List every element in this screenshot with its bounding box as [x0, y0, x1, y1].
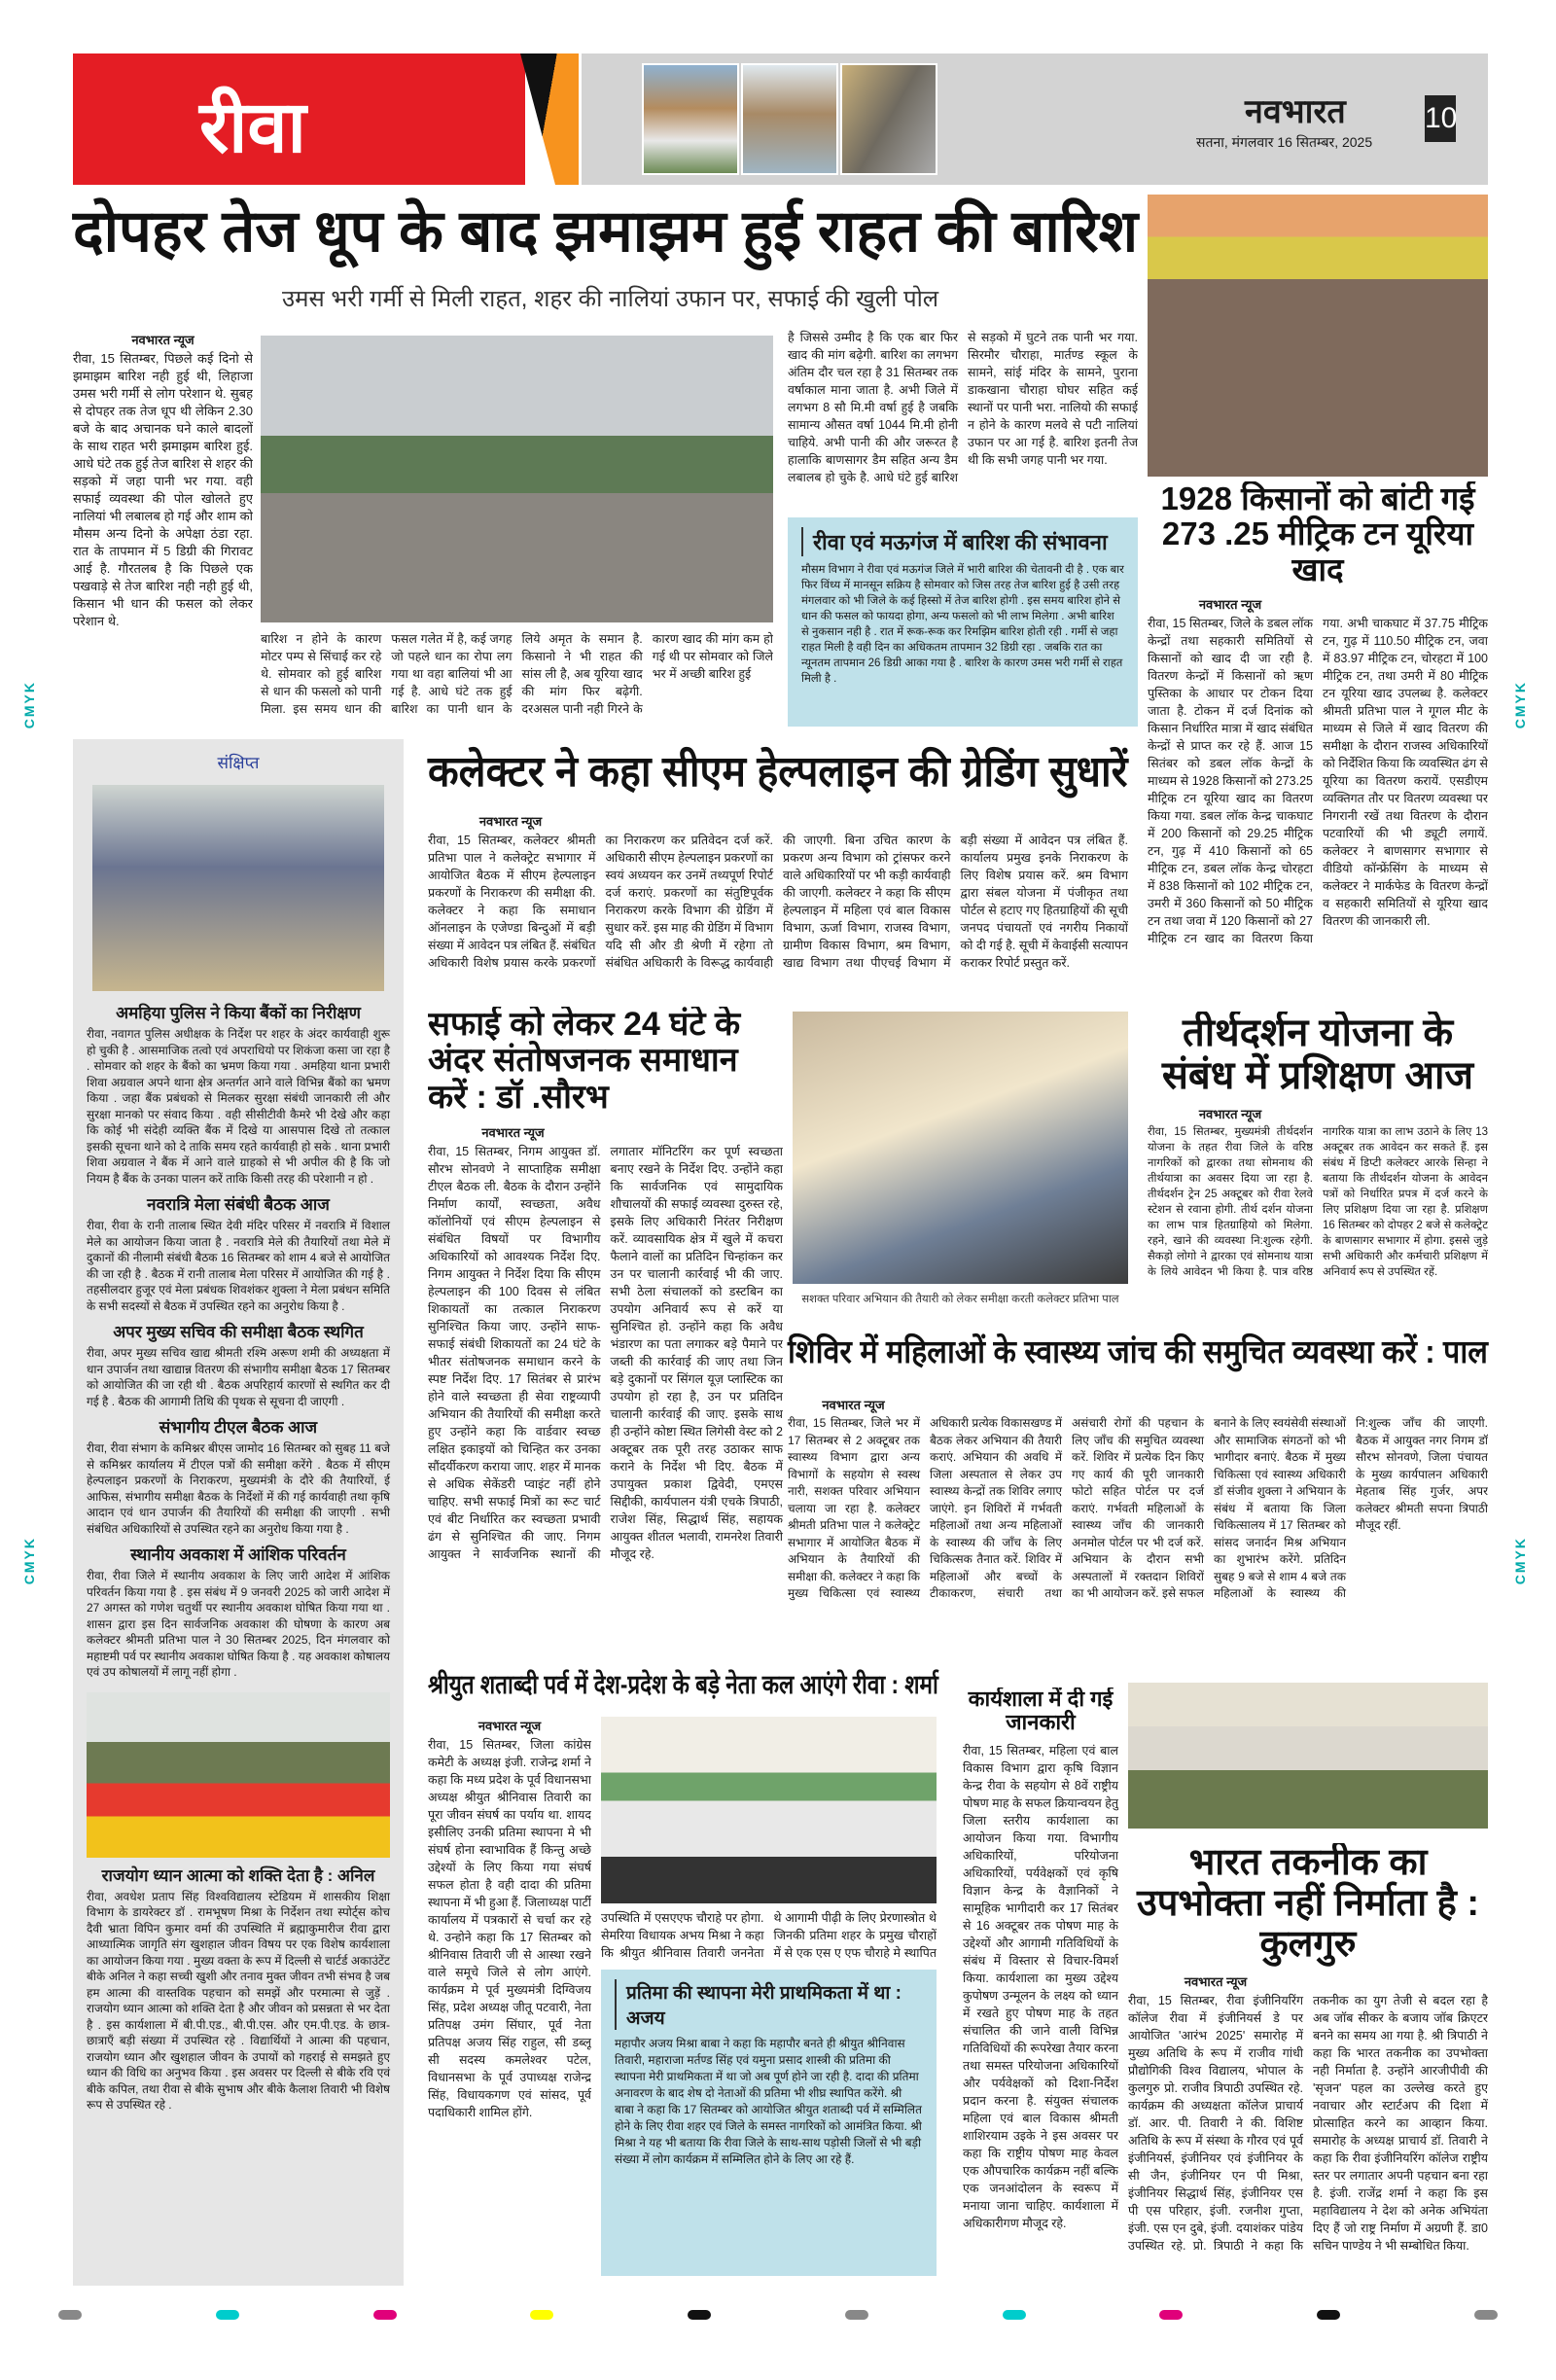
urea-headline: 1928 किसानों को बांटी गई 273 .25 मीट्रिक टन यूरिया खाद	[1160, 481, 1475, 587]
registration-bar	[58, 2310, 1498, 2320]
brief-text: रीवा, रीवा जिले में स्थानीय अवकाश के लिए जारी आदेश में आंशिक परिवर्तन किया गया है . इस संबंध में 9 जनवरी 2025 को जारी आदेश में 27 अगस्त को गणेश चतुर्थी पर स्थानीय अवकाश घोषित किया गया था . शासन द्वारा इस दिन सार्वजनिक अवकाश की घोषणा के कारण अब कलेक्टर श्रीमती प्रतिभा पाल ने 30 सितम्बर 2025, दिन मंगलवार को महाष्टमी पर्व पर स्थानीय अवकाश घोषित किया है . यह अवकाश कोषालय एवं उप कोषालयों में लागू नहीं होगा .	[87, 1569, 390, 1679]
brief-text: रीवा, अपर मुख्य सचिव खाद्य श्रीमती रश्मि अरूण शमी की अध्यक्षता में धान उपार्जन तथा खाद्यान्न वितरण की संभागीय समीक्षा बैठक 17 सितम्बर को आयोजित की जा रही थी . बैठक अपरिहार्य कारणों से स्थगित कर दी गई है . बैठक की आगामी तिथि की पृथक से सूचना दी जाएगी .	[87, 1346, 390, 1408]
mayor-box-text: महापौर अजय मिश्रा बाबा ने कहा कि महापौर बनते ही श्रीयुत श्रीनिवास तिवारी, महाराजा मर्तण्ड सिंह एवं यमुना प्रसाद शास्त्री की प्रतिमा की स्थापना मेरी प्राथमिकता में था जो अब पूर्ण होने जा रही है. दादा की प्रतिमा अनावरण के बाद शेष दो नेताओं की प्रतिमा भी शीघ्र स्थापित करेंगे. श्री बाबा ने कहा कि 17 सितम्बर को आयोजित श्रीयुत शताब्दी पर्व में सम्मिलित होने के लिए रीवा शहर एवं जिले के समस्त नागरिकों को आमंत्रित किया. श्री मिश्रा ने यह भी बताया कि रीवा जिले के साथ-साथ पड़ोसी जिलों से भी बड़ी संख्या में लोग कार्यक्रम में सम्मिलित होने के लिए आ रहे हैं.	[615, 2037, 922, 2166]
byline: नवभारत न्यूज	[481, 1125, 545, 1141]
brief-title: अमहिया पुलिस ने किया बैंकों का निरीक्षण	[116, 1004, 361, 1022]
byline: नवभारत न्यूज	[1184, 1974, 1248, 1990]
safai-body: रीवा, 15 सितम्बर, निगम आयुक्त डॉ. सौरभ सोनवणे ने साप्ताहिक समीक्षा टीएल बैठक ली. बैठक के दौरान उन्होंने निर्माण कार्यों, स्वच्छता, अवैध कॉलोनियों एवं सीएम हेल्पलाइन से संबंधित विषयों पर विभागीय अधिकारियों को आवश्यक निर्देश दिए. निगम आयुक्त ने निर्देश दिया कि सीएम हेल्पलाइन की 100 दिवस से लंबित शिकायतों का तत्काल निराकरण सुनिश्चित किया जाए. उन्होंने साफ-सफाई संबंधी शिकायतों का 24 घंटे के भीतर संतोषजनक समाधान करने के स्पष्ट निर्देश दिए. 17 सितंबर से प्रारंभ होने वाले स्वच्छता ही सेवा राष्ट्रव्यापी अभियान की तैयारियों की समीक्षा करते हुए उन्होंने कहा कि वार्डवार स्वच्छ लक्षित इकाइयों को चिन्हित कर उनका सौंदर्यीकरण कराया जाए. शहर में मानक से अधिक सेकेंडरी प्वाइंट नहीं होने चाहिए. सभी सफाई मित्रों का रूट चार्ट एवं बीट निर्धारित कर स्वच्छता प्रभावी ढंग से सुनिश्चित की जाए. निगम आयुक्त ने सार्वजनिक स्थानों की लगातार मॉनिटरिंग कर पूर्ण स्वच्छता बनाए रखने के निर्देश दिए. उन्होंने कहा कि सार्वजनिक एवं सामुदायिक शौचालयों की सफाई व्यवस्था दुरुस्त रहे, इसके लिए अधिकारी निरंतर निरीक्षण करें. व्यावसायिक क्षेत्र में खुले में कचरा फैलाने वालों का प्रतिदिन चिन्हांकन कर उन पर चालानी कार्रवाई भी की जाए. सभी ठेला संचालकों को डस्टबिन का उपयोग अनिवार्य रूप से करें या सुनिश्चित हो. उन्होंने कहा कि अवैध भंडारण का पता लगाकर बड़े पैमाने पर जब्ती की कार्रवाई की जाए तथा जिन बड़े दुकानों पर सिंगल यूज़ प्लास्टिक का उपयोग हो रहा है, उन पर प्रतिदिन चालानी कार्रवाई की जाए. इसके साथ ही उन्होंने कोष्टा स्थित लिगेसी वेस्ट को 2 अक्टूबर तक पूरी तरह उठाकर साफ कराने के निर्देश भी दिए. बैठक में उपायुक्त प्रकाश द्विवेदी, एमएस सिद्दीकी, कार्यपालन यंत्री एचके त्रिपाठी, राजेश सिंह, सिद्धार्थ सिंह, सहायक आयुक्त शीतल भलावी, रामनरेश तिवारी मौजूद रहे.	[428, 1145, 783, 1562]
byline: नवभारत न्यूज	[822, 1398, 885, 1412]
byline: नवभारत न्यूज	[1198, 596, 1262, 612]
section-title: रीवा	[199, 87, 306, 167]
lead-subhead: उमस भरी गर्मी से मिली राहत, शहर की नालियां उफान पर, सफाई की खुली पोल	[282, 286, 939, 312]
brief-title: अपर मुख्य सचिव की समीक्षा बैठक स्थगित	[113, 1323, 364, 1341]
registration-dot	[688, 2310, 711, 2320]
brief-title: संभागीय टीएल बैठक आज	[159, 1418, 318, 1437]
cmyk-mark: CMYK	[21, 1537, 37, 1585]
weather-box-title: रीवा एवं मऊगंज में बारिश की संभावना	[801, 527, 1124, 556]
byline: नवभारत न्यूज	[1198, 1107, 1262, 1121]
helpline-body: रीवा, 15 सितम्बर, कलेक्टर श्रीमती प्रतिभा पाल ने कलेक्ट्रेट सभागार में आयोजित बैठक में सीएम हेल्पलाइन प्रकरणों के निराकरण की समीक्षा की. कलेक्टर ने कहा कि समाधान ऑनलाइन के एजेण्डा बिन्दुओं में बड़ी संख्या में आवेदन पत्र लंबित हैं. संबंधित अधिकारी विशेष प्रयास करके प्रकरणों का निराकरण कर प्रतिवेदन दर्ज करें. अधिकारी सीएम हेल्पलाइन प्रकरणों का स्वयं अध्ययन कर उनमें तथ्यपूर्ण रिपोर्ट दर्ज कराएं. प्रकरणों का संतुष्टिपूर्वक निराकरण करके विभाग की ग्रेडिंग में सुधार करें. इस माह की ग्रेडिंग में विभाग यदि सी और डी श्रेणी में रहेगा तो संबंधित अधिकारी के विरूद्ध कार्यवाही की जाएगी. बिना उचित कारण के प्रकरण अन्य विभाग को ट्रांसफर करने वाले अधिकारियों पर भी कड़ी कार्यवाही की जाएगी. कलेक्टर ने कहा कि सीएम हेल्पलाइन में महिला एवं बाल विकास विभाग, ऊर्जा विभाग, राजस्व विभाग, ग्रामीण विकास विभाग, श्रम विभाग, खाद्य विभाग तथा पीएचई विभाग में बड़ी संख्या में आवेदन पत्र लंबित हैं. कार्यालय प्रमुख इनके निराकरण के लिए विशेष प्रयास करें. श्रम विभाग द्वारा संबल योजना में पंजीकृत तथा पोर्टल से हटाए गए हितग्राहियों की सूची जनपद पंचायतों एवं नगरीय निकायों को दी गई है. सूची में केवाईसी सत्यापन कराकर रिपोर्ट प्रस्तुत करें.	[428, 834, 1128, 970]
briefs-sidebar	[73, 739, 404, 2286]
brief-title: नवरात्रि मेला संबंधी बैठक आज	[147, 1195, 330, 1214]
newspaper-brand: नवभारत	[1245, 93, 1346, 130]
police-bank-photo	[92, 785, 384, 991]
fort-photo	[741, 63, 838, 175]
dateline: सतना, मंगलवार 16 सितम्बर, 2025	[1196, 134, 1373, 150]
banner-wedge	[520, 53, 579, 185]
lead-under-photo: बारिश न होने के कारण मोटर पम्प से सिंचाई कर रहे थे. सोमवार को हुई बारिश से धान की फसलो को पानी मिला. इस समय धान की फसल गलेत में है, कई जगह जो पहले धान का रोपा लग गया था वहा बालियां भी आ गई है. आधे घंटे तक हुई बारिश का पानी धान के लिये अमृत के समान है. किसानो ने भी राहत की सांस ली है, अब यूरिया खाद की मांग फिर बढ़ेगी. दरअसल पानी नही गिरने के कारण खाद की मांग कम हो गई थी पर सोमवार को जिले भर में अच्छी बारिश हुई	[261, 632, 773, 716]
registration-dot	[845, 2310, 868, 2320]
shriyut-under-photo: उपस्थिति में एसएएफ चौराहे पर होगा. सेमरिया विधायक अभय मिश्रा ने कहा कि श्रीयुत श्रीनिवास तिवारी जननेता थे आगामी पीढ़ी के लिए प्रेरणास्त्रोत थे जिनकी प्रतिमा शहर के प्रमुख चौराहों में से एक एस ए एफ चौराहे मे स्थापित	[601, 1911, 937, 1960]
heritage-photo	[840, 63, 937, 175]
shivir-body: रीवा, 15 सितम्बर, जिले भर में 17 सितम्बर से 2 अक्टूबर तक स्वास्थ्य विभाग द्वारा अन्य विभागों के सहयोग से स्वस्थ नारी, सशक्त परिवार अभियान चलाया जा रहा है. कलेक्टर श्रीमती प्रतिभा पाल ने कलेक्ट्रेट सभागार में आयोजित बैठक में अभियान के तैयारियों की समीक्षा की. कलेक्टर ने कहा कि मुख्य चिकित्सा एवं स्वास्थ्य अधिकारी प्रत्येक विकासखण्ड में बैठक लेकर अभियान की तैयारी कराएं. अभियान की अवधि में जिला अस्पताल से लेकर उप स्वास्थ्य केन्द्रों तक शिविर लगाए जाएंगे. इन शिविरों में गर्भवती महिलाओं तथा अन्य महिलाओं के स्वास्थ्य की जाँच के लिए चिकित्सक तैनात करें. शिविर में महिलाओं और बच्चों के टीकाकरण, संचारी तथा असंचारी रोगों की पहचान के लिए जाँच की समुचित व्यवस्था करें. शिविर में प्रत्येक दिन किए गए कार्य की पूरी जानकारी फोटो सहित पोर्टल पर दर्ज कराएं. गर्भवती महिलाओं के स्वास्थ्य जाँच की जानकारी अनमोल पोर्टल पर भी दर्ज करें. अभियान के दौरान सभी अस्पतालों में रक्तदान शिविरों का भी आयोजन करें. इसे सफल बनाने के लिए स्वयंसेवी संस्थाओं और सामाजिक संगठनों को भी भागीदार बनाएं. बैठक में मुख्य चिकित्सा एवं स्वास्थ्य अधिकारी डॉ संजीव शुक्ला ने अभियान के संबंध में बताया कि जिला चिकित्सालय में 17 सितम्बर को सांसद जनार्दन मिश्र अभियान का शुभारंभ करेंगे. प्रतिदिन सुबह 9 बजे से शाम 4 बजे तक महिलाओं के स्वास्थ्य की नि:शुल्क जाँच की जाएगी. बैठक में आयुक्त नगर निगम डॉ सौरभ सोनवणे, जिला पंचायत के मुख्य कार्यपालन अधिकारी मेहताब सिंह गुर्जर, अपर कलेक्टर श्रीमती सपना त्रिपाठी मौजूद रहीं.	[788, 1416, 1488, 1600]
byline: नवभारत न्यूज	[478, 814, 543, 829]
shriyut-col1: रीवा, 15 सितम्बर, जिला कांग्रेस कमेटी के अध्यक्ष इंजी. राजेन्द्र शर्मा ने कहा कि मध्य प्रदेश के पूर्व विधानसभा अध्यक्ष श्रीयुत श्रीनिवास तिवारी का पूरा जीवन संघर्ष का पर्याय था. शायद इसीलिए उनकी प्रतिमा स्थापना मे भी संघर्ष होना स्वाभाविक हैं किन्तु अच्छे उद्देश्यों के लिए किया गया संघर्ष सफल होता है वही दादा की प्रतिमा स्थापना में भी हुआ हैं. जिलाध्यक्ष पार्टी कार्यालय में पत्रकारों से चर्चा कर रहे थे. उन्होने कहा कि 17 सितम्बर को श्रीनिवास तिवारी जी से आस्था रखने वाले समूचे जिले से लोग आएंगे. कार्यक्रम मे पूर्व मुख्यमंत्री दिग्विजय सिंह, प्रदेश अध्यक्ष जीतू पटवारी, नेता प्रतिपक्ष उमंग सिंघार, पूर्व नेता प्रतिपक्ष अजय सिंह राहुल, सी डब्लू सी सदस्य कमलेश्वर पटेल, विधानसभा के पूर्व उपाध्यक्ष राजेन्द्र सिंह, विधायकगण एवं सांसद, पूर्व पदाधिकारी शामिल होंगे.	[428, 1738, 591, 2119]
registration-dot	[373, 2310, 397, 2320]
cmyk-mark: CMYK	[1512, 681, 1528, 729]
rain-street-photo	[261, 336, 773, 622]
weather-box-text: मौसम विभाग ने रीवा एवं मऊगंज जिले में भारी बारिश की चेतावनी दी है . एक बार फिर विंध्य में मानसून सक्रिय है सोमवार को जिस तरह तेज बारिश हुई है उसी तरह मंगलवार को भी जिले के कई हिस्सो में तेज बारिश होगी . इस समय बारिश होने से धान की फसल को फायदा होगा, अन्य फसलो को भी लाभ मिलेगा . अभी बारिश से नुकसान नही है . रात में रूक-रूक कर रिमझिम बारिश होती रही . गर्मी से जहा राहत मिली है वही दिन का अधिकतम तापमान 32 डिग्री रहा . जबकि रात का न्यूनतम तापमान 26 डिग्री आका गया है . बारिश के कारण उमस भरी गर्मी से राहत मिली है .	[801, 564, 1124, 685]
shivir-headline: शिविर में महिलाओं के स्वास्थ्य जांच की समुचित व्यवस्था करें : पाल	[788, 1333, 1488, 1369]
registration-dot	[1474, 2310, 1498, 2320]
page-number: 10	[1425, 95, 1456, 142]
photo-caption: सशक्त परिवार अभियान की तैयारी को लेकर समीक्षा करती कलेक्टर प्रतिभा पाल	[801, 1294, 1119, 1305]
lead-right-cols: है जिससे उम्मीद है कि एक बार फिर खाद की मांग बढ़ेगी. बारिश का लगभग अंतिम दौर चल रहा है 31 सितम्बर तक वर्षाकाल माना जाता है. अभी जिले में लगभग 8 सौ मि.मी वर्षा हुई है जबकि सामान्य औसत वर्षा 1044 मि.मी होनी चाहिये. अभी पानी की और जरूरत है हालाकि बाणसागर डैम सहित अन्य डैम लबालब हो चुके है. आधे घंटे हुई बारिश से सड़को में घुटने तक पानी भर गया. सिरमौर चौराहा, मार्तण्ड स्कूल के सामने, सांई मंदिर के सामने, पुराना डाकखाना चौराहा घोघर सहित कई स्थानों पर पानी भरा. नालियो की सफाई न होने के कारण मलवे से पटी नालियां उफान पर आ गई है. बारिश इतनी तेज थी कि सभी जगह पानी भर गया.	[788, 331, 1138, 484]
brief-title: स्थानीय अवकाश में आंशिक परिवर्तन	[130, 1545, 346, 1564]
engineers-day-photo	[1128, 1683, 1488, 1829]
registration-dot	[216, 2310, 239, 2320]
urea-body: रीवा, 15 सितम्बर, जिले के डबल लॉक केन्द्रों तथा सहकारी समितियों से किसानों को खाद दी जा रही है. वितरण केन्द्रों में किसानों को ऋण पुस्तिका के आधार पर टोकन दिया जाता है. टोकन में दर्ज दिनांक को किसान निर्धारित मात्रा में खाद संबंधित केन्द्रों से प्राप्त कर रहे हैं. आज 15 सितंबर को डबल लॉक केन्द्रों के माध्यम से 1928 किसानों को 273.25 मीट्रिक टन यूरिया खाद का वितरण किया गया. डबल लॉक केन्द्र चाकघाट में 200 किसानों को 29.25 मीट्रिक टन, गुढ़ में 410 किसानों को 65 मीट्रिक टन, डबल लॉक केन्द्र चोरहटा में 838 किसानों को 102 मीट्रिक टन, उमरी में 360 किसानों को 50 मीट्रिक टन तथा जवा में 120 किसानों को 27 मीट्रिक टन खाद का वितरण किया गया. अभी चाकघाट में 37.75 मीट्रिक टन, गुढ़ में 110.50 मीट्रिक टन, जवा में 83.97 मीट्रिक टन, चोरहटा में 100 मीट्रिक टन, तथा उमरी में 80 मीट्रिक टन यूरिया खाद उपलब्ध है. कलेक्टर श्रीमती प्रतिभा पाल ने गूगल मीट के माध्यम से जिले में खाद वितरण की समीक्षा के दौरान राजस्व अधिकारियों को निर्देशित किया कि व्यवस्थित ढंग से यूरिया का वितरण करायें. एसडीएम व्यक्तिगत तौर पर वितरण व्यवस्था पर निगरानी रखें तथा वितरण के दौरान पटवारियों की भी ड्यूटी लगायें. कलेक्टर ने बाणसागर सभागार से वीडियो कॉन्फ्रेंसिंग के माध्यम से कलेक्टर ने मार्कफेड के वितरण केन्द्रों व सहकारी समितियों से यूरिया खाद वितरण की जानकारी ली.	[1148, 616, 1488, 945]
bharat-body: रीवा, 15 सितम्बर, रीवा इंजीनियरिंग कॉलेज रीवा में इंजीनियर्स डे पर आयोजित 'आरंभ 2025' समारोह में मुख्य अतिथि के रूप में राजीव गांधी प्रौद्योगिकी विश्व विद्यालय, भोपाल के कुलगुरु प्रो. राजीव त्रिपाठी उपस्थित रहे. कार्यक्रम की अध्यक्षता कॉलेज प्राचार्य डॉ. आर. पी. तिवारी ने की. विशिष्ट अतिथि के रूप में संस्था के गौरव एवं पूर्व इंजीनियर्स, इंजीनियर एवं इंजीनियर के सी जैन, इंजीनियर एन पी मिश्रा, इंजीनियर सिद्धार्थ सिंह, इंजीनियर एस पी एस परिहार, इंजी. रजनीश गुप्ता, इंजी. एस एन दुबे, इंजी. दयाशंकर पांडेय उपस्थित रहे. प्रो. त्रिपाठी ने कहा कि तकनीक का युग तेजी से बदल रहा है अब जॉब सीकर के बजाय जॉब क्रिएटर बनने का समय आ गया है. श्री त्रिपाठी ने कहा कि भारत तकनीक का उपभोक्ता नही निर्माता है. उन्होंने आरजीपीवी की 'सृजन' पहल का उल्लेख करते हुए नवाचार और स्टार्टअप की दिशा में प्रोत्साहित करने का आव्हान किया. समारोह के अध्यक्ष प्राचार्य डॉ. तिवारी ने कहा कि रीवा इंजीनियरिंग कॉलेज राष्ट्रीय स्तर पर लगातार अपनी पहचान बना रहा है. इंजी. राजेंद्र शर्मा ने कहा कि इस महाविद्यालय ने देश को अनेक अभियंता दिए हैं जो राष्ट्र निर्माण में अग्रणी हैं. डा0 सचिन पाण्डेय ने भी सम्बोधित किया.	[1128, 1994, 1488, 2254]
brief-text: रीवा, रीवा के रानी तालाब स्थित देवी मंदिर परिसर में नवरात्रि में विशाल मेले का आयोजन किया जाता है . नवरात्रि मेले की तैयारियों तथा मेले में दुकानों की नीलामी संबंधी बैठक 16 सितम्बर को शाम 4 बजे से आयोजित की जा रही है . बैठक में रानी तालाब मेला परिसर में आयोजित की गई है . तहसीलदार हुजूर एवं मेला प्रबंधक शिवशंकर शुक्ला ने मेला प्रबंधन समिति के सभी सदस्यों से बैठक में उपस्थित रहने का अनुरोध किया है .	[87, 1219, 390, 1313]
safai-headline: सफाई को लेकर 24 घंटे के अंदर संतोषजनक समाधान करें : डॉ .सौरभ	[428, 1007, 741, 1116]
cmyk-mark: CMYK	[1512, 1537, 1528, 1585]
weather-box	[788, 517, 1138, 727]
lead-col1: रीवा, 15 सितम्बर, पिछले कई दिनो से झमाझम बारिश नही हुई थी, लिहाजा उमस भरी गर्मी से लोग परेशान थे. सुबह से दोपहर तक तेज धूप थी लेकिन 2.30 बजे के बाद अचानक घने काले बादलों के साथ राहत भरी झमाझम बारिश हुई. आधे घंटे तक हुई तेज बारिश से शहर की सड़को में जहा पानी भर गया. वही सफाई व्यवस्था की पोल खोलते हुए नालियां भी लबालब हो गई और शाम को मौसम अन्य दिनो के अपेक्षा ठंडा रहा. रात के तापमान में 5 डिग्री की गिरावट आई है. गौरतलब है कि पिछले एक पखवाड़े से तेज बारिश नही नही हुई थी, किसान भी धान की फसल को लेकर परेशान थे.	[73, 351, 253, 628]
registration-dot	[1317, 2310, 1340, 2320]
brief-text: रीवा, नवागत पुलिस अधीक्षक के निर्देश पर शहर के अंदर कार्यवाही शुरू हो चुकी है . आसमाजिक तत्वो एवं अपराधियो पर शिकंजा कसा जा रहा है . सोमवार को शहर के बैंको का भ्रमण किया गया . अमहिया थाना प्रभारी शिवा अग्रवाल अपने थाना क्षेत्र अन्तर्गत आने वाले विभिन्न बैंको का भ्रमण किया . जहा बैंक प्रबंधको से मिलकर सुरक्षा संबंधी जानकारी ली और सुरक्षा मानको पर संवाद किया . वही सीसीटीवी कैमरे भी देखे और कहा कि कोई भी संदेही व्यक्ति बैंक में दिखे या आसपास दिखे तो तत्काल इसकी सूचना थाने को दे ताकि समय रहते कार्यवाही हो सके . थाना प्रभारी शिवा अग्रवाल ने बैंक में आने वाले ग्राहको से भी अपील की है कि जो नियम है बैंक के उनका पालन करें ताकि किसी तरह की परेशानी न हो .	[87, 1027, 390, 1186]
farmers-crowd-photo	[1148, 195, 1488, 477]
shriyut-headline: श्रीयुत शताब्दी पर्व में देश-प्रदेश के बड़े नेता कल आएंगे रीवा : शर्मा	[428, 1670, 938, 1699]
mayor-box	[601, 1970, 937, 2276]
registration-dot	[1003, 2310, 1026, 2320]
brief-title: राजयोग ध्यान आत्मा को शक्ति देता है : अनिल	[101, 1865, 375, 1885]
bharat-headline: भारत तकनीक का उपभोक्ता नहीं निर्माता है : कुलगुरु	[1136, 1843, 1479, 1965]
byline: नवभारत न्यूज	[131, 333, 194, 347]
karyashala-headline: कार्यशाला में दी गई जानकारी	[968, 1687, 1114, 1735]
registration-dot	[530, 2310, 553, 2320]
mayor-box-title: प्रतिमा की स्थापना मेरी प्राथमिकता में था : अजय	[615, 1979, 923, 2030]
registration-dot	[1159, 2310, 1183, 2320]
briefs-title: संक्षिप्त	[217, 754, 260, 772]
waterfall-photo	[642, 63, 739, 175]
lead-headline: दोपहर तेज धूप के बाद झमाझम हुई राहत की बारिश	[73, 198, 1139, 264]
brief-text: रीवा, रीवा संभाग के कमिश्नर बीएस जामोद 16 सितम्बर को सुबह 11 बजे से कमिश्नर कार्यालय में टीएल पत्रों की समीक्षा करेंगे . बैठक में सीएम हेल्पलाइन प्रकरणों के निराकरण, मुख्यमंत्री के दौरे की तैयारियों, ई आफिस, संभागीय समीक्षा बैठक के निर्देशों में की गई कार्यवाही तथा कृषि आदान एवं धान उपार्जन की तैयारियों की समीक्षा की जाएगी . सभी संबंधित अधिकारियों से उपस्थित रहने का अनुरोध किया गया है .	[87, 1441, 390, 1536]
rajyog-photo	[87, 1692, 390, 1858]
meeting-photo	[793, 1012, 1128, 1284]
registration-dot	[58, 2310, 82, 2320]
brief-text: रीवा, अवधेश प्रताप सिंह विश्वविद्यालय स्टेडियम में शासकीय शिक्षा विभाग के डायरेक्टर डॉ . रामभूषण मिश्रा के निर्देशन तथा स्पोर्ट्स कोच दैवी भ्राता विपिन कुमार वर्मा की उपस्थिति में ब्रह्माकुमारीज रीवा द्वारा आध्यात्मिक जागृति संग खुशहाल जीवन विषय पर एक विशेष कार्यशाला का आयोजन किया गया . मुख्य वक्ता के रूप में दिल्ली से चार्टर्ड अकाउंटेंट बीके अनिल ने कहा सच्ची खुशी और तनाव मुक्त जीवन तभी संभव है जब हम आत्मा की वास्तविक पहचान को समझें और परमात्मा से जुड़ें . राजयोग ध्यान आत्मा को शक्ति देता है और जीवन को प्रसन्नता से भर देता है . इस कार्यशाला में बी.पी.एड., बी.पी.एस. और एम.पी.एड. के छात्र-छात्राएँ बड़ी संख्या में उपस्थित रहे . विद्यार्थियों ने आत्मा की पहचान, राजयोग ध्यान और खुशहाल जीवन के उपायों को गहराई से समझते हुए ध्यान की विधि का अनुभव किया . इस अवसर पर दिल्ली से बीके रवि एवं बीके कपिल, तथा रीवा से बीके सुभाष और बीके कैलाश तिवारी भी विशेष रूप से उपस्थित रहे .	[87, 1889, 390, 2112]
tirth-body: रीवा, 15 सितम्बर, मुख्यमंत्री तीर्थदर्शन योजना के तहत रीवा जिले के वरिष्ठ नागरिकों को द्वारका तथा सोमनाथ की तीर्थयात्रा का अवसर दिया जा रहा है. तीर्थदर्शन ट्रेन 25 अक्टूबर को रीवा रेलवे स्टेशन से रवाना होगी. तीर्थ दर्शन योजना का लाभ पात्र हितग्राहियो को मिलेगा. रहने, खाने की व्यवस्था नि:शुल्क रहेगी. सैकड़ो लोगो ने द्वारका एवं सोमनाथ यात्रा के लिये आवेदन भी किया है. पात्र वरिष्ठ नागरिक यात्रा का लाभ उठाने के लिए 13 अक्टूबर तक आवेदन कर सकते हैं. इस संबंध में डिप्टी कलेक्टर आरके सिन्हा ने बताया कि तीर्थदर्शन योजना के आवेदन पत्रों को निर्धारित प्रपत्र में दर्ज करने के लिए प्रशिक्षण दिया जा रहा है. प्रशिक्षण 16 सितम्बर को दोपहर 2 बजे से कलेक्ट्रेट के बाणसागर सभागार में होगा. इससे जुड़े सभी अधिकारी और कर्मचारी प्रशिक्षण में अनिवार्य रूप से उपस्थित रहें.	[1148, 1126, 1488, 1278]
helpline-headline: कलेक्टर ने कहा सीएम हेल्पलाइन की ग्रेडिंग सुधारें	[428, 748, 1128, 796]
section-banner	[73, 53, 525, 185]
byline: नवभारत न्यूज	[477, 1719, 542, 1733]
press-conference-photo	[601, 1717, 937, 1903]
karyashala-body: रीवा, 15 सितम्बर, महिला एवं बाल विकास विभाग द्वारा कृषि विज्ञान केन्द्र रीवा के सहयोग से 8वें राष्ट्रीय पोषण माह के सफल क्रियान्वयन हेतु जिला स्तरीय कार्यशाला का आयोजन किया गया. विभागीय अधिकारियों, परियोजना अधिकारियों, पर्यवेक्षकों एवं कृषि विज्ञान केन्द्र के वैज्ञानिकों ने सामूहिक भागीदारी कर 17 सितंबर से 16 अक्टूबर तक पोषण माह के उद्देश्यों और आगामी गतिविधियों के संबंध में विस्तार से विचार-विमर्श किया. कार्यशाला का मुख्य उद्देश्य कुपोषण उन्मूलन के लक्ष्य को ध्यान में रखते हुए पोषण माह के तहत संचालित की जाने वाली विभिन्न गतिविधियों की रूपरेखा तैयार करना तथा समस्त परियोजना अधिकारियों और पर्यवेक्षकों को दिशा-निर्देश प्रदान करना है. संयुक्त संचालक महिला एवं बाल विकास श्रीमती शाशिरयाम उइके ने इस अवसर पर कहा कि राष्ट्रीय पोषण माह केवल एक औपचारिक कार्यक्रम नहीं बल्कि एक जनआंदोलन के स्वरूप में मनाया जाना चाहिए. कार्यशाला में अधिकारीगण मौजूद रहे.	[963, 1744, 1118, 2231]
tirth-headline: तीर्थदर्शन योजना के संबंध में प्रशिक्षण आज	[1161, 1012, 1474, 1097]
cmyk-mark: CMYK	[21, 681, 37, 729]
